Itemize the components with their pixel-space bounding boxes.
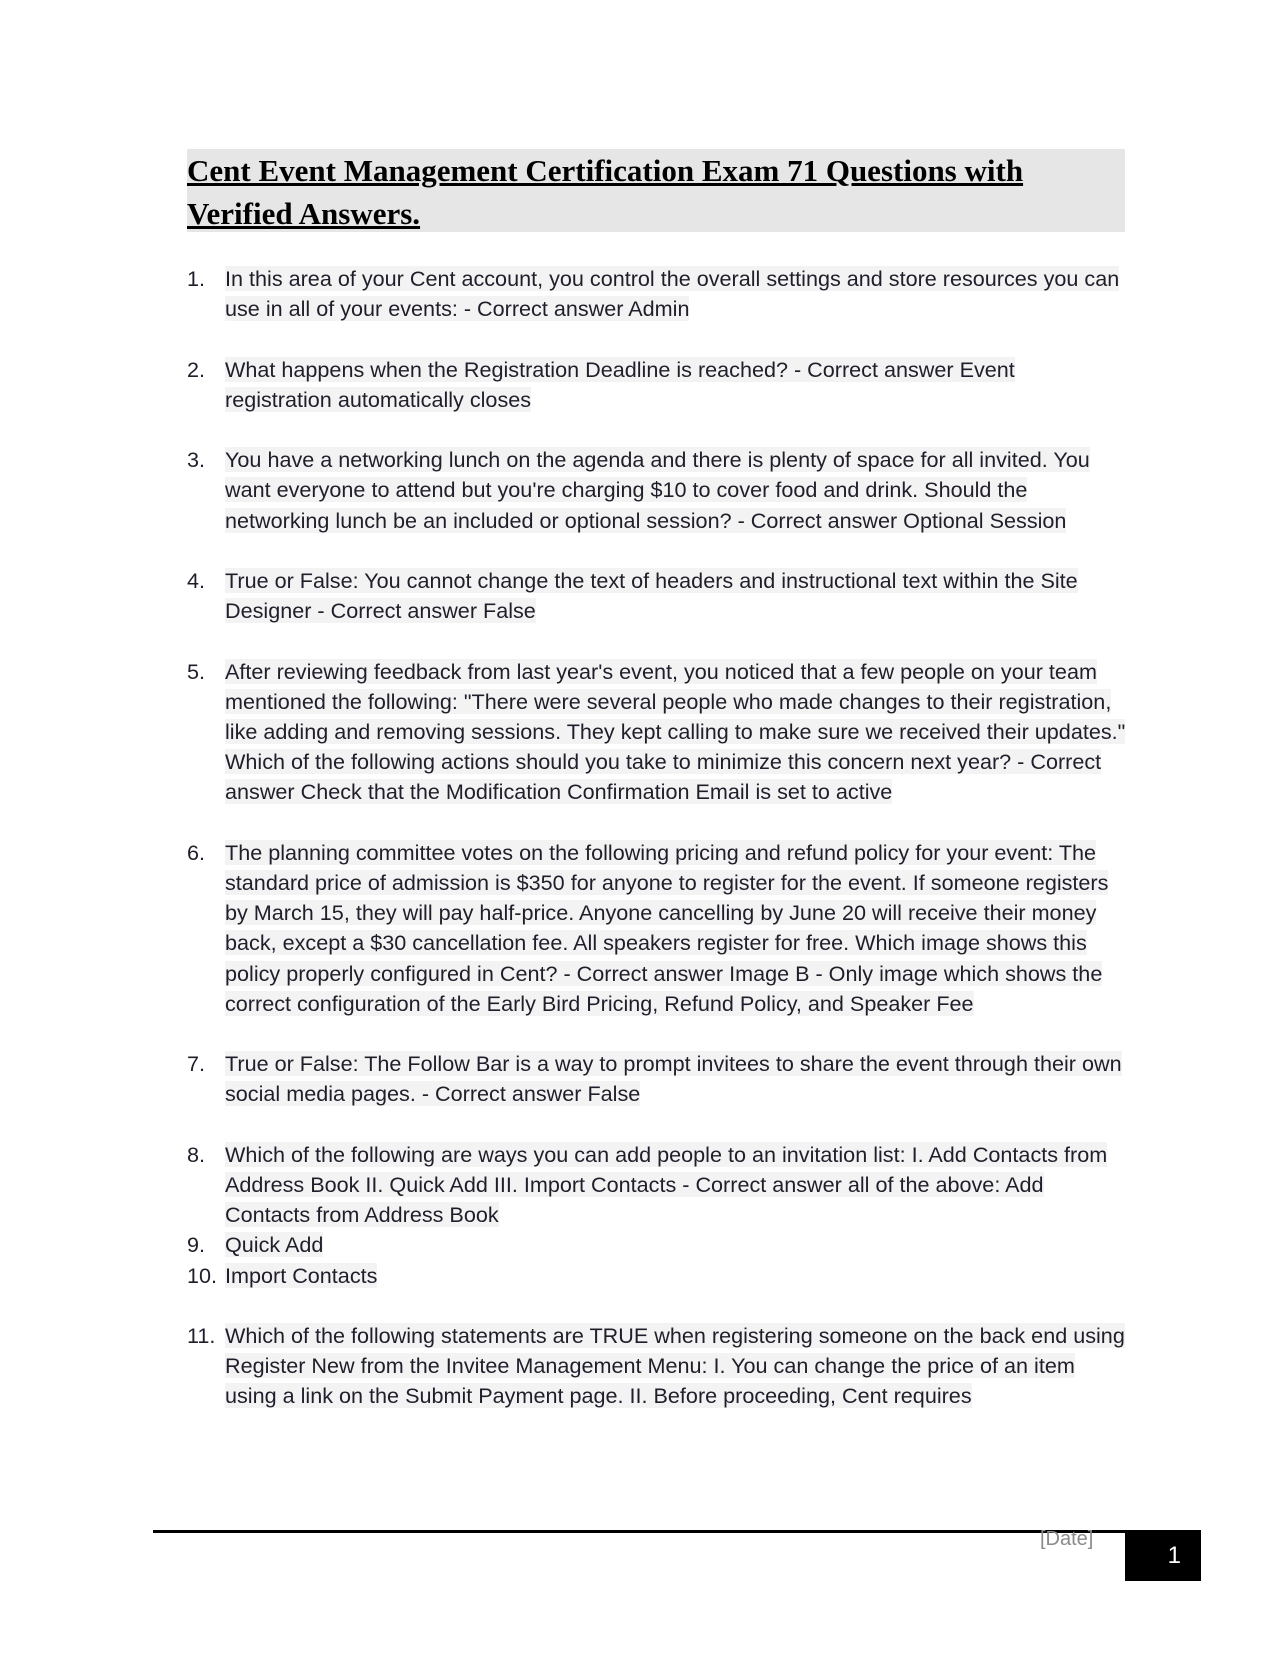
question-number: 5.: [187, 658, 206, 684]
question-number: 3.: [187, 447, 206, 473]
question-text: True or False: You cannot change the text of headers and instructional text within the Site Designer - Correct answer False: [225, 567, 1078, 624]
list-item: [187, 1261, 1127, 1291]
question-number: 7.: [187, 1051, 206, 1077]
document-title: Cent Event Management Certification Exam 71 Questions with Verified Answers.: [187, 153, 1024, 231]
list-item: [187, 1321, 1127, 1412]
question-number: 2.: [187, 356, 206, 382]
question-text: Which of the following are ways you can add people to an invitation list: I. Add Contacts from Address Book II. Quick Add III. Import Contacts - Correct answer all of the above: Add Contacts from Address Book: [225, 1141, 1108, 1228]
question-text: Which of the following statements are TRUE when registering someone on the back end using Register New from the Invitee Management Menu: I. You can change the price of an item using a link on the Submit Payment page. II. Before proceeding, Cent requires: [225, 1322, 1125, 1409]
title-block: [187, 149, 1125, 232]
footer-divider: [153, 1530, 1125, 1533]
question-number: 11.: [187, 1322, 216, 1348]
question-text: Import Contacts: [225, 1262, 378, 1288]
question-text: What happens when the Registration Deadline is reached? - Correct answer Event registration automatically closes: [225, 356, 1015, 412]
question-number: 4.: [187, 567, 206, 593]
list-item: [187, 657, 1127, 808]
question-number: 10.: [187, 1262, 218, 1288]
question-text: After reviewing feedback from last year's event, you noticed that a few people on your team mentioned the following: "There were several people who made changes to their registration, like adding and removing sessions. They kept calling to make sure we received their updates." Which of the following actions should you take to minimize this concern next year? - Correct answer Check that the Modification Confirmation Email is set to active: [225, 658, 1126, 805]
list-item: [187, 1140, 1127, 1231]
question-text: In this area of your Cent account, you control the overall settings and store resources you can use in all of your events: - Correct answer Admin: [225, 266, 1120, 322]
list-item: [187, 355, 1127, 415]
question-number: 8.: [187, 1141, 206, 1167]
question-text: True or False: The Follow Bar is a way to prompt invitees to share the event through their own social media pages. - Correct answer False: [225, 1051, 1122, 1107]
list-item: [187, 1230, 1127, 1260]
question-text: The planning committee votes on the following pricing and refund policy for your event: The standard price of admission is $350 for anyone to register for the event. If someone registers by March 15, they will pay half-price. Anyone cancelling by June 20 will receive their money back, except a $30 cancellation fee. All speakers register for free. Which image shows this policy properly configured in Cent? - Correct answer Image B - Only image which shows the correct configuration of the Early Bird Pricing, Refund Policy, and Speaker Fee: [225, 839, 1109, 1016]
list-item: [187, 445, 1127, 536]
question-text: You have a networking lunch on the agenda and there is plenty of space for all invited. You want everyone to attend but you're charging $10 to cover food and drink. Should the networking lunch be an included or optional session? - Correct answer Optional Session: [225, 447, 1090, 533]
question-number: 9.: [187, 1232, 206, 1258]
list-item: [187, 1049, 1127, 1109]
list-item: [187, 838, 1127, 1019]
question-number: 1.: [187, 266, 206, 291]
page-number: 1: [1125, 1530, 1201, 1581]
list-item: [187, 566, 1127, 626]
question-list: [187, 264, 1127, 1412]
question-number: 6.: [187, 839, 206, 865]
list-item: [187, 264, 1127, 324]
question-text: Quick Add: [225, 1232, 324, 1258]
footer-date: [Date]: [1040, 1528, 1094, 1550]
